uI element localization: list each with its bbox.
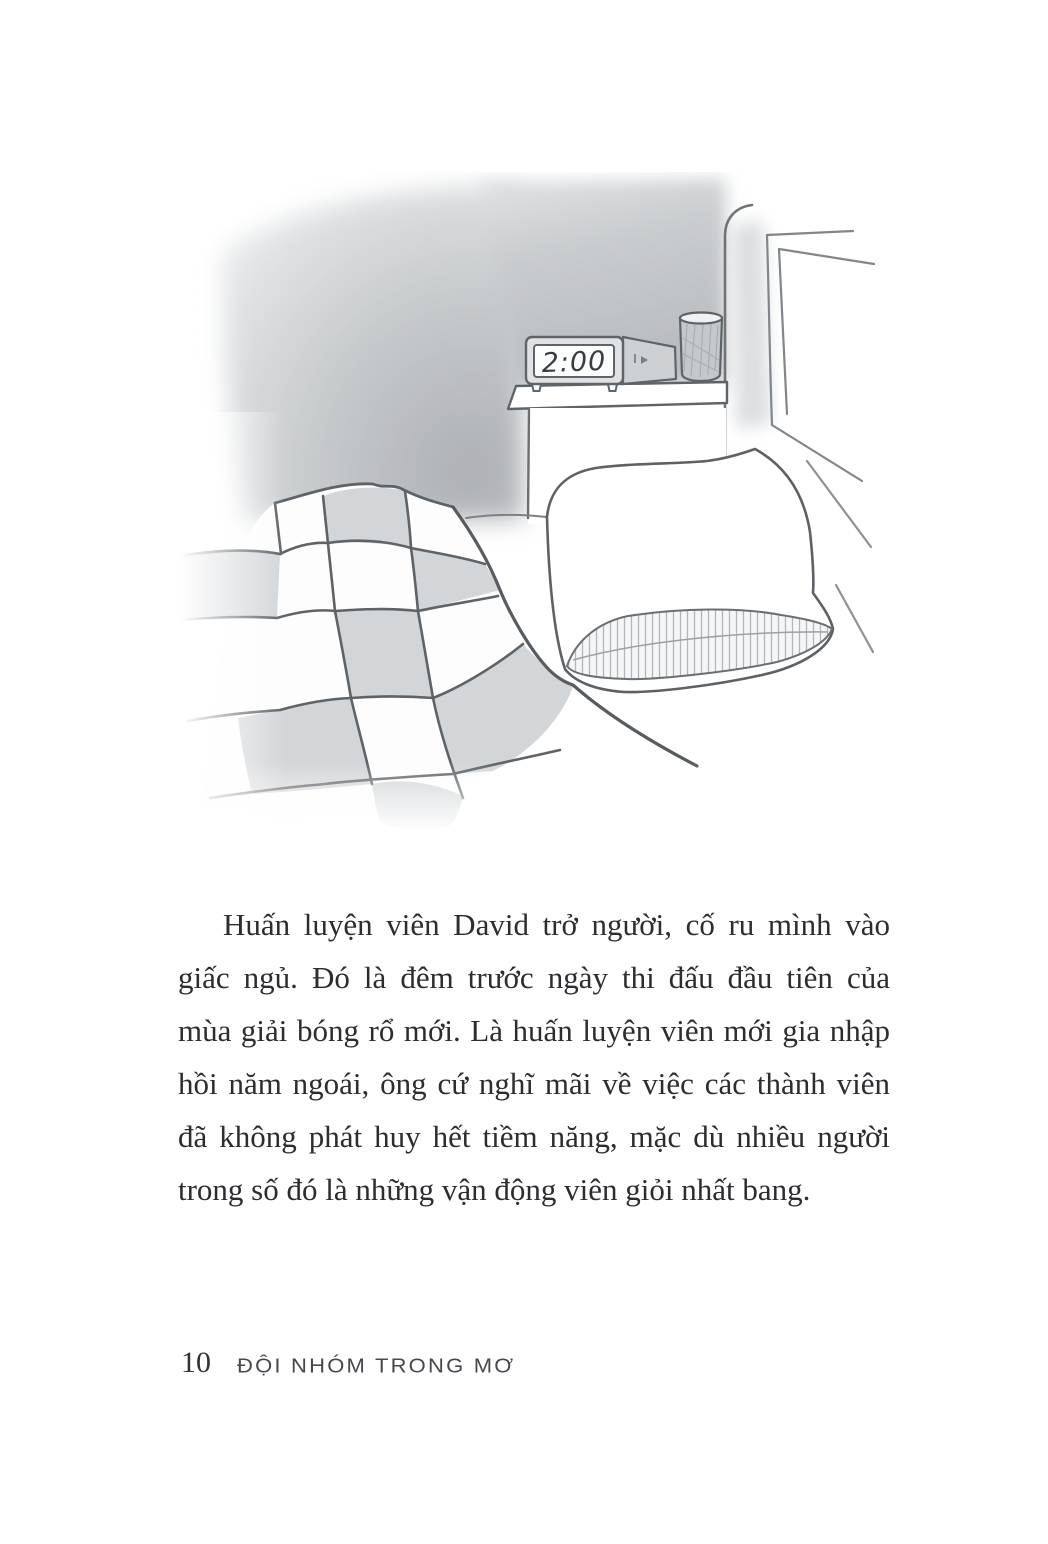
paragraph-line: trong số đó là những vận động viên giỏi nhất bang. — [178, 1172, 811, 1207]
paragraph-line: đã không phát huy hết tiềm năng, mặc dù nhiều người — [178, 1119, 890, 1154]
paragraph-line: mùa giải bóng rổ mới. Là huấn luyện viên mới gia nhập — [178, 1013, 890, 1048]
page-footer — [181, 1346, 515, 1380]
bedroom-illustration — [180, 172, 880, 832]
story-paragraph — [178, 898, 890, 1216]
paragraph-line: Huấn luyện viên David trở người, cố ru mình vào — [223, 907, 890, 942]
book-title: ĐỘI NHÓM TRONG MƠ — [237, 1354, 516, 1378]
paragraph-line: hồi năm ngoái, ông cứ nghĩ mãi về việc các thành viên — [178, 1066, 890, 1101]
paragraph-line: giấc ngủ. Đó là đêm trước ngày thi đấu đầu tiên của — [178, 960, 890, 995]
page-number: 10 — [181, 1346, 211, 1379]
clock-time: 2:00 — [541, 345, 607, 380]
wall-corner-shade — [732, 221, 771, 428]
water-glass-icon — [680, 313, 722, 382]
pillow — [547, 449, 833, 692]
